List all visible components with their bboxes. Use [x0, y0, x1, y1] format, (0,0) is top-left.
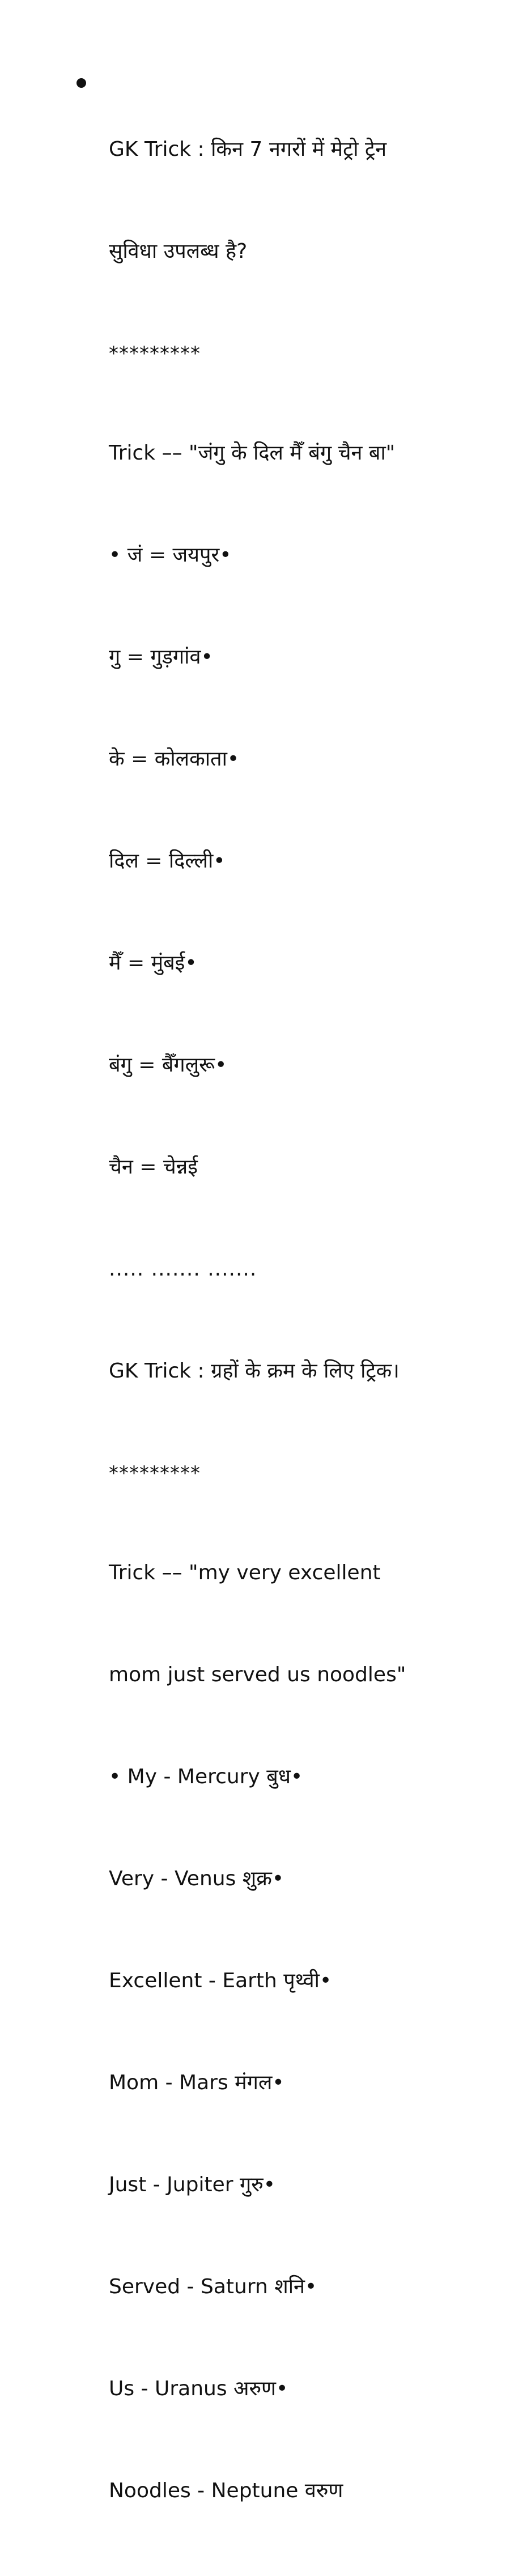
section2-item: Served - Saturn शनि• [109, 2275, 317, 2298]
bullet-point [76, 78, 86, 88]
section2-item: • My - Mercury बुध• [109, 1765, 303, 1788]
section2-trick-line1: Trick –– "my very excellent [109, 1561, 381, 1584]
section2-item: Very - Venus शुक्र• [109, 1867, 284, 1890]
section2-item: Us - Uranus अरुण• [109, 2377, 288, 2400]
section2-separator: ********* [109, 1462, 201, 1485]
section1-trick: Trick –– "जंगु के दिल मैँ बंगु चैन बा" [109, 441, 396, 465]
section2-trick-line2: mom just served us noodles" [109, 1663, 406, 1686]
section2-item: Just - Jupiter गुरु• [109, 2173, 276, 2196]
section1-heading-line1: GK Trick : किन 7 नगरों में मेट्रो ट्रेन [109, 138, 387, 161]
section1-item: के = कोलकाता• [109, 747, 240, 771]
section1-item: मैँ = मुंबई• [109, 951, 197, 975]
section1-heading-line2: सुविधा उपलब्ध है? [109, 240, 248, 263]
section-divider: ..... ....... ....... [109, 1257, 257, 1281]
post-content [109, 65, 483, 2576]
section2-item: Mom - Mars मंगल• [109, 2071, 284, 2094]
section1-item: गु = गुड़गांव• [109, 645, 213, 669]
section1-item: • जं = जयपुर• [109, 543, 232, 567]
section2-heading: GK Trick : ग्रहों के क्रम के लिए ट्रिक। [109, 1359, 400, 1383]
section2-item: Noodles - Neptune वरुण [109, 2479, 343, 2502]
section1-separator: ********* [109, 342, 201, 365]
section1-item: चैन = चेन्नई [109, 1155, 198, 1179]
section2-item: Excellent - Earth पृथ्वी• [109, 1969, 332, 1992]
section1-item: बंगु = बैँगलुरू• [109, 1053, 227, 1077]
section1-item: दिल = दिल्ली• [109, 849, 226, 873]
